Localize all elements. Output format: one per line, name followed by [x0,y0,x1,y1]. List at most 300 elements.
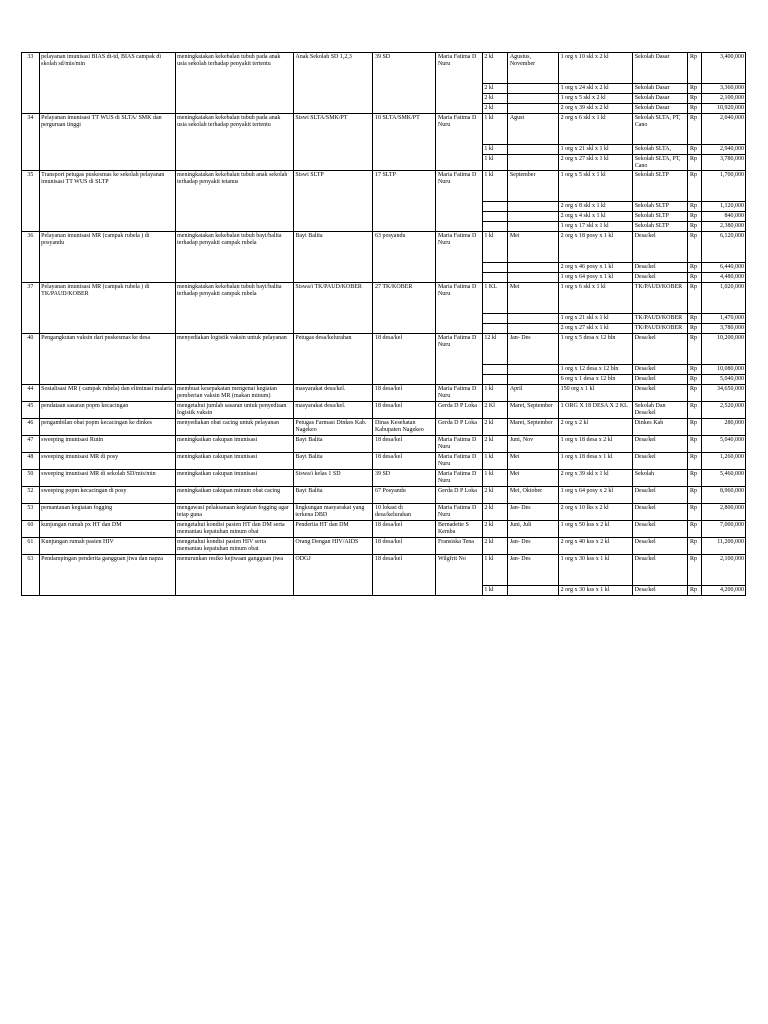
cost-detail-cell: 2 org x 8 skl x 1 kl [559,202,633,212]
activity-name: Pelayanan imunisasi MR (campak rubela ) di posyandu [39,232,175,283]
target-count: 18 desa/kel [373,334,436,385]
activity-name: sweeping imunisasi MR di posy [39,453,175,470]
table-row [22,402,746,419]
activity-name: Transport petugas puskesmas ke sekolah pelayanan imunisasi TT WUS di SLTP [39,171,175,232]
location-cell: Sekolah SLTA, PT, Cano [633,114,688,145]
currency-cell: Rp [688,487,701,504]
row-number: 36 [22,232,40,283]
volume-cell: 1 kl [482,385,507,402]
amount-cell: 1,470,000 [701,314,745,324]
table-row [22,436,746,453]
target-group: Bayi Balita [293,453,373,470]
volume-cell [482,324,507,334]
schedule-cell [508,222,559,232]
schedule-cell: Agust [508,114,559,145]
schedule-cell [508,324,559,334]
location-cell: Desa/kel [633,263,688,273]
row-number: 47 [22,436,40,453]
volume-cell: 2 kl [482,436,507,453]
cost-detail-cell: 1 org x 6 skl x 1 kl [559,283,633,314]
volume-cell: 1 kl [482,171,507,202]
cost-detail-cell: 1 org x 21 skl x 1 kl [559,314,633,324]
target-group: Siswa/i kelas 1 SD [293,470,373,487]
person-in-charge: Bernadette S Kemba [436,521,482,538]
schedule-cell: Mei [508,232,559,263]
cost-detail-cell: 2 org x 6 skl x 1 kl [559,114,633,145]
schedule-cell: Jan- Des [508,334,559,365]
schedule-cell [508,273,559,283]
row-number: 53 [22,504,40,521]
activity-name: Pelayanan imunisasi MR (campak rubela ) di TK/PAUD/KOBER [39,283,175,334]
currency-cell: Rp [688,324,701,334]
currency-cell: Rp [688,470,701,487]
currency-cell: Rp [688,314,701,324]
target-group: Bayi Balita [293,436,373,453]
activity-purpose: mengetahui jumlah sasaran untuk penyediaan logistik vaksin [175,402,293,419]
volume-cell [482,273,507,283]
currency-cell: Rp [688,53,701,84]
amount-cell: 3,360,000 [701,84,745,94]
currency-cell: Rp [688,453,701,470]
schedule-cell [508,314,559,324]
table-row [22,487,746,504]
cost-detail-cell: 1 org x 64 posy x 2 kl [559,487,633,504]
amount-cell: 4,200,000 [701,586,745,596]
target-count: 63 posyandu [373,232,436,283]
volume-cell: 1 kl [482,453,507,470]
cost-detail-cell: 150 org x 1 kl [559,385,633,402]
volume-cell: 2 kl [482,538,507,555]
cost-detail-cell: 6 org x 1 desa x 12 bln [559,375,633,385]
location-cell: Desa/kel [633,504,688,521]
location-cell: Desa/kel [633,273,688,283]
volume-cell: 2 kl [482,53,507,84]
target-count: 10 lokasi di desa/kelurahan [373,504,436,521]
schedule-cell: Jan- Des [508,555,559,586]
table-row [22,521,746,538]
currency-cell: Rp [688,273,701,283]
activity-name: pelayanan imunisasi BIAS dt-td, BIAS campak di skolah sd/mis/min [39,53,175,114]
schedule-cell: Maret, September [508,402,559,419]
location-cell: Desa/kel [633,334,688,365]
currency-cell: Rp [688,365,701,375]
table-row [22,453,746,470]
cost-detail-cell: 1 org x 24 skl x 2 kl [559,84,633,94]
location-cell: TK/PAUD/KOBER [633,314,688,324]
target-group: lingkungan masyarakat yang terkena DBD [293,504,373,521]
table-row [22,470,746,487]
cost-detail-cell: 1 org x 5 desa x 12 bln [559,334,633,365]
location-cell: Sekolah SLTP [633,222,688,232]
location-cell: Sekolah SLTP [633,202,688,212]
currency-cell: Rp [688,155,701,171]
activity-name: kunjungan rumah px HT dan DM [39,521,175,538]
activity-name: Pelayanan imunisasi TT WUS di SLTA/ SMK dan perguruan tinggi [39,114,175,171]
activity-purpose: meningkatakan kekebalan tubuh bayi/balita terhadap penyakit campak rubela [175,232,293,283]
amount-cell: 280,000 [701,419,745,436]
currency-cell: Rp [688,419,701,436]
volume-cell [482,375,507,385]
row-number: 37 [22,283,40,334]
target-count: 10 SLTA/SMK/PT [373,114,436,171]
target-count: 18 desa/kel [373,453,436,470]
cost-detail-cell: 2 org x 2 kl [559,419,633,436]
target-count: 18 desa/kel [373,402,436,419]
schedule-cell [508,375,559,385]
volume-cell [482,365,507,375]
location-cell: Sekolah SLTA, PT, Cano [633,155,688,171]
cost-detail-cell: 2 org x 27 skl x 1 kl [559,324,633,334]
activity-purpose: mengawasi pelaksanaan kegiatan fogging agar tetap guna [175,504,293,521]
cost-detail-cell: 1 org x 30 kss x 1 kl [559,555,633,586]
amount-cell: 5,040,000 [701,375,745,385]
row-number: 33 [22,53,40,114]
volume-cell: 2 kl [482,504,507,521]
activity-purpose: meningkatkan cakupan minum obat cacing [175,487,293,504]
target-count: 39 SD [373,53,436,114]
target-group: Penderita HT dan DM [293,521,373,538]
amount-cell: 5,460,000 [701,470,745,487]
location-cell: Desa/kel [633,436,688,453]
table-row [22,53,746,84]
table-row [22,538,746,555]
cost-detail-cell: 1 org x 10 skl x 2 kl [559,53,633,84]
location-cell: Sekolah Dasar [633,53,688,84]
currency-cell: Rp [688,84,701,94]
amount-cell: 10,200,000 [701,334,745,365]
amount-cell: 7,000,000 [701,521,745,538]
location-cell: TK/PAUD/KOBER [633,283,688,314]
amount-cell: 1,020,000 [701,283,745,314]
schedule-cell: Juni, Juli [508,521,559,538]
currency-cell: Rp [688,504,701,521]
activity-name: Pengangkutan vaksin dari puskesmas ke desa [39,334,175,385]
cost-detail-cell: 1 org x 12 desa x 12 bln [559,365,633,375]
currency-cell: Rp [688,586,701,596]
target-group: Siswi SLTP [293,171,373,232]
currency-cell: Rp [688,538,701,555]
row-number: 44 [22,385,40,402]
volume-cell [482,314,507,324]
amount-cell: 2,380,000 [701,222,745,232]
location-cell: Dinkes Kab [633,419,688,436]
location-cell: Sekolah [633,470,688,487]
amount-cell: 2,100,000 [701,94,745,104]
currency-cell: Rp [688,145,701,155]
currency-cell: Rp [688,202,701,212]
location-cell: Desa/kel [633,538,688,555]
target-group: Bayi Balita [293,487,373,504]
amount-cell: 3,780,000 [701,155,745,171]
volume-cell: 1 kl [482,586,507,596]
person-in-charge: Wilgfrit No [436,555,482,596]
activity-name: Pendampingan penderita gangguan jiwa dan napza [39,555,175,596]
amount-cell: 11,200,000 [701,538,745,555]
schedule-cell [508,263,559,273]
amount-cell: 1,260,000 [701,453,745,470]
location-cell: Sekolah SLTP [633,212,688,222]
target-group: Bayi Balita [293,232,373,283]
target-group: masyarakat desa/kel. [293,385,373,402]
amount-cell: 34,650,000 [701,385,745,402]
table-row [22,419,746,436]
person-in-charge: Gerda D P Loka [436,487,482,504]
amount-cell: 6,440,000 [701,263,745,273]
activity-purpose: mengetahui kondisi pasien HT dan DM serta memantau kepatuhan minum obat [175,521,293,538]
volume-cell: 2 kl [482,487,507,504]
row-number: 40 [22,334,40,385]
volume-cell [482,222,507,232]
target-group: Anak Sekolah SD 1,2,3 [293,53,373,114]
target-group: Siswi SLTA/SMK/PT [293,114,373,171]
target-count: 18 desa/kel [373,436,436,453]
table-row [22,385,746,402]
cost-detail-cell: 1 org x 5 skl x 2 kl [559,94,633,104]
volume-cell: 2 kl [482,104,507,114]
volume-cell: 1 kl [482,145,507,155]
target-group: Siswa/i TK/PAUD/KOBER [293,283,373,334]
target-count: 18 desa/kel [373,521,436,538]
amount-cell: 6,120,000 [701,232,745,263]
schedule-cell: Jan- Des [508,538,559,555]
amount-cell: 4,480,000 [701,273,745,283]
amount-cell: 10,080,000 [701,365,745,375]
currency-cell: Rp [688,222,701,232]
volume-cell [482,212,507,222]
person-in-charge: Gerda D P Loka [436,402,482,419]
currency-cell: Rp [688,104,701,114]
location-cell: TK/PAUD/KOBER [633,324,688,334]
row-number: 52 [22,487,40,504]
target-count: 18 desa/kel [373,555,436,596]
location-cell: Desa/kel [633,375,688,385]
schedule-cell: September [508,171,559,202]
activity-name: sweeping imunisasi Rutin [39,436,175,453]
table-body [22,53,746,596]
schedule-cell [508,94,559,104]
volume-cell: 2 kl [482,419,507,436]
location-cell: Desa/kel [633,555,688,586]
cost-detail-cell: 1 org x 50 kss x 2 kl [559,521,633,538]
row-number: 50 [22,470,40,487]
cost-detail-cell: 1 org x 17 skl x 1 kl [559,222,633,232]
volume-cell [482,263,507,273]
activity-name: sweeping popm kecacingan di posy [39,487,175,504]
target-count: 67 Posyandu [373,487,436,504]
schedule-cell: Maret, September [508,419,559,436]
table-row [22,232,746,263]
volume-cell: 1 KL [482,283,507,314]
person-in-charge: Maria Fatima D Nuru [436,470,482,487]
currency-cell: Rp [688,555,701,586]
volume-cell: 1 kl [482,470,507,487]
location-cell: Desa/kel [633,232,688,263]
schedule-cell: Agustus, November [508,53,559,84]
cost-detail-cell: 2 org x 39 skl x 2 kl [559,104,633,114]
cost-detail-cell: 1 org x 21 skl x 1 kl [559,145,633,155]
volume-cell: 1 kl [482,232,507,263]
volume-cell [482,202,507,212]
activity-name: pengambilan obat popm kecacingan ke dinkes [39,419,175,436]
amount-cell: 1,700,000 [701,171,745,202]
cost-detail-cell: 2 org x 39 skl x 1 kl [559,470,633,487]
cost-detail-cell: 1 org x 64 posy x 1 kl [559,273,633,283]
table-row [22,334,746,365]
volume-cell: 2 kl [482,84,507,94]
amount-cell: 2,100,000 [701,555,745,586]
person-in-charge: Maria Fatima D Nuru [436,334,482,385]
schedule-cell: Jan- Des [508,504,559,521]
cost-detail-cell: 2 org x 4 skl x 1 kl [559,212,633,222]
currency-cell: Rp [688,232,701,263]
cost-detail-cell: 1 ORG X 18 DESA X 2 KL [559,402,633,419]
row-number: 61 [22,538,40,555]
currency-cell: Rp [688,171,701,202]
currency-cell: Rp [688,94,701,104]
activity-name: Sosialisasi MR ( campak rubela) dan eliminasi malaria [39,385,175,402]
location-cell: Sekolah Dasar [633,94,688,104]
currency-cell: Rp [688,114,701,145]
amount-cell: 3,780,000 [701,324,745,334]
currency-cell: Rp [688,436,701,453]
schedule-cell [508,202,559,212]
table-row [22,555,746,586]
target-group: masyarakat desa/kel. [293,402,373,419]
schedule-cell [508,104,559,114]
amount-cell: 840,000 [701,212,745,222]
schedule-cell [508,212,559,222]
volume-cell: 1 kl [482,555,507,586]
schedule-cell: Mei [508,470,559,487]
activity-name: sweeping imunisasi MR di sekolah SD/mis/min [39,470,175,487]
row-number: 35 [22,171,40,232]
person-in-charge: Maria Fatima D Nuru [436,232,482,283]
volume-cell: 2 kl [482,94,507,104]
person-in-charge: Maria Fatima D Nuru [436,283,482,334]
currency-cell: Rp [688,375,701,385]
amount-cell: 8,960,000 [701,487,745,504]
schedule-cell: April [508,385,559,402]
target-group: Petugas Farmasi Dinkes Kab. Nagekeo [293,419,373,436]
person-in-charge: Maria Fatima D Nuru [436,436,482,453]
currency-cell: Rp [688,283,701,314]
currency-cell: Rp [688,385,701,402]
currency-cell: Rp [688,402,701,419]
amount-cell: 2,940,000 [701,145,745,155]
activity-purpose: meningkatkan cakupan imunisasi [175,453,293,470]
amount-cell: 2,040,000 [701,114,745,145]
row-number: 46 [22,419,40,436]
schedule-cell [508,155,559,171]
activity-purpose: membuat kesepakatan mengenai kegiatan pemberian vaksin MR (makan minum) [175,385,293,402]
row-number: 60 [22,521,40,538]
schedule-cell [508,365,559,375]
activity-purpose: menurunkan resiko kejiwaan gangguan jiwa [175,555,293,596]
person-in-charge: Maria Fatima D Nuru [436,53,482,114]
row-number: 63 [22,555,40,596]
table-row [22,283,746,314]
person-in-charge: Maria Fatima D Nuru [436,385,482,402]
person-in-charge: Gerda D P Loka [436,419,482,436]
person-in-charge: Maria Fatima D Nuru [436,171,482,232]
location-cell: Desa/kel [633,487,688,504]
row-number: 34 [22,114,40,171]
location-cell: Desa/kel [633,586,688,596]
target-count: 18 desa/kel [373,385,436,402]
target-count: Dinas Kesehatan Kabupaten Nagekeo [373,419,436,436]
currency-cell: Rp [688,263,701,273]
location-cell: Desa/kel [633,453,688,470]
cost-detail-cell: 2 org x 40 kss x 2 kl [559,538,633,555]
target-group: Petugas desa/kelurahan [293,334,373,385]
amount-cell: 10,920,000 [701,104,745,114]
volume-cell: 1 kl [482,155,507,171]
amount-cell: 1,120,000 [701,202,745,212]
target-count: 27 TK/KOBER [373,283,436,334]
location-cell: Desa/kel [633,521,688,538]
activity-purpose: meningkatkan cakupan imunisasi [175,436,293,453]
table-row [22,171,746,202]
volume-cell: 12 kl [482,334,507,365]
schedule-cell [508,586,559,596]
cost-detail-cell: 2 org x 46 posy x 1 kl [559,263,633,273]
schedule-cell: Mei [508,283,559,314]
amount-cell: 5,040,000 [701,436,745,453]
person-in-charge: Maria Fatima D Nuru [436,114,482,171]
location-cell: Sekolah SLTP [633,171,688,202]
target-group: Orang Dengan HIV/AIDS [293,538,373,555]
location-cell: Sekolah Dasar [633,84,688,94]
target-count: 39 SD [373,470,436,487]
target-count: 18 desa/kel [373,538,436,555]
activity-budget-table [21,52,746,596]
activity-name: pendataan sasaran popm kecacingan [39,402,175,419]
activity-purpose: meningkatakan kekebalan tubuh bayi/balita terhadap penyakit campak rubela [175,283,293,334]
location-cell: Sekolah SLTA, [633,145,688,155]
volume-cell: 1 kl [482,114,507,145]
activity-name: Kunjungan rumah pasien HIV [39,538,175,555]
activity-purpose: meningkatakan kekebalan tubuh anak sekolah terhadap penyakit tetanus [175,171,293,232]
table-row [22,504,746,521]
schedule-cell: Juni, Nov [508,436,559,453]
currency-cell: Rp [688,334,701,365]
amount-cell: 2,800,000 [701,504,745,521]
volume-cell: 2 Kl [482,402,507,419]
cost-detail-cell: 2 org x 10 lks x 2 kl [559,504,633,521]
cost-detail-cell: 2 org x 30 kss x 1 kl [559,586,633,596]
person-in-charge: Maria Fatima D Nuru [436,453,482,470]
target-count: 17 SLTP [373,171,436,232]
budget-table-page [21,52,746,596]
schedule-cell [508,145,559,155]
currency-cell: Rp [688,521,701,538]
schedule-cell: Mei, Oktober [508,487,559,504]
schedule-cell: Mei [508,453,559,470]
location-cell: Sekolah Dasar [633,104,688,114]
location-cell: Sekolah Dan Desa/kel [633,402,688,419]
target-group: ODGJ [293,555,373,596]
table-row [22,114,746,145]
person-in-charge: Maria Fatima D Nuru [436,504,482,521]
row-number: 45 [22,402,40,419]
activity-purpose: meningkatakan kekebalan tubuh pada anak usia sekolah terhadap penyakit tertentu [175,114,293,171]
amount-cell: 3,400,000 [701,53,745,84]
currency-cell: Rp [688,212,701,222]
cost-detail-cell: 2 org x 27 skl x 1 kl [559,155,633,171]
row-number: 48 [22,453,40,470]
amount-cell: 2,520,000 [701,402,745,419]
activity-purpose: menyediakan obat cacing untuk pelayanan [175,419,293,436]
